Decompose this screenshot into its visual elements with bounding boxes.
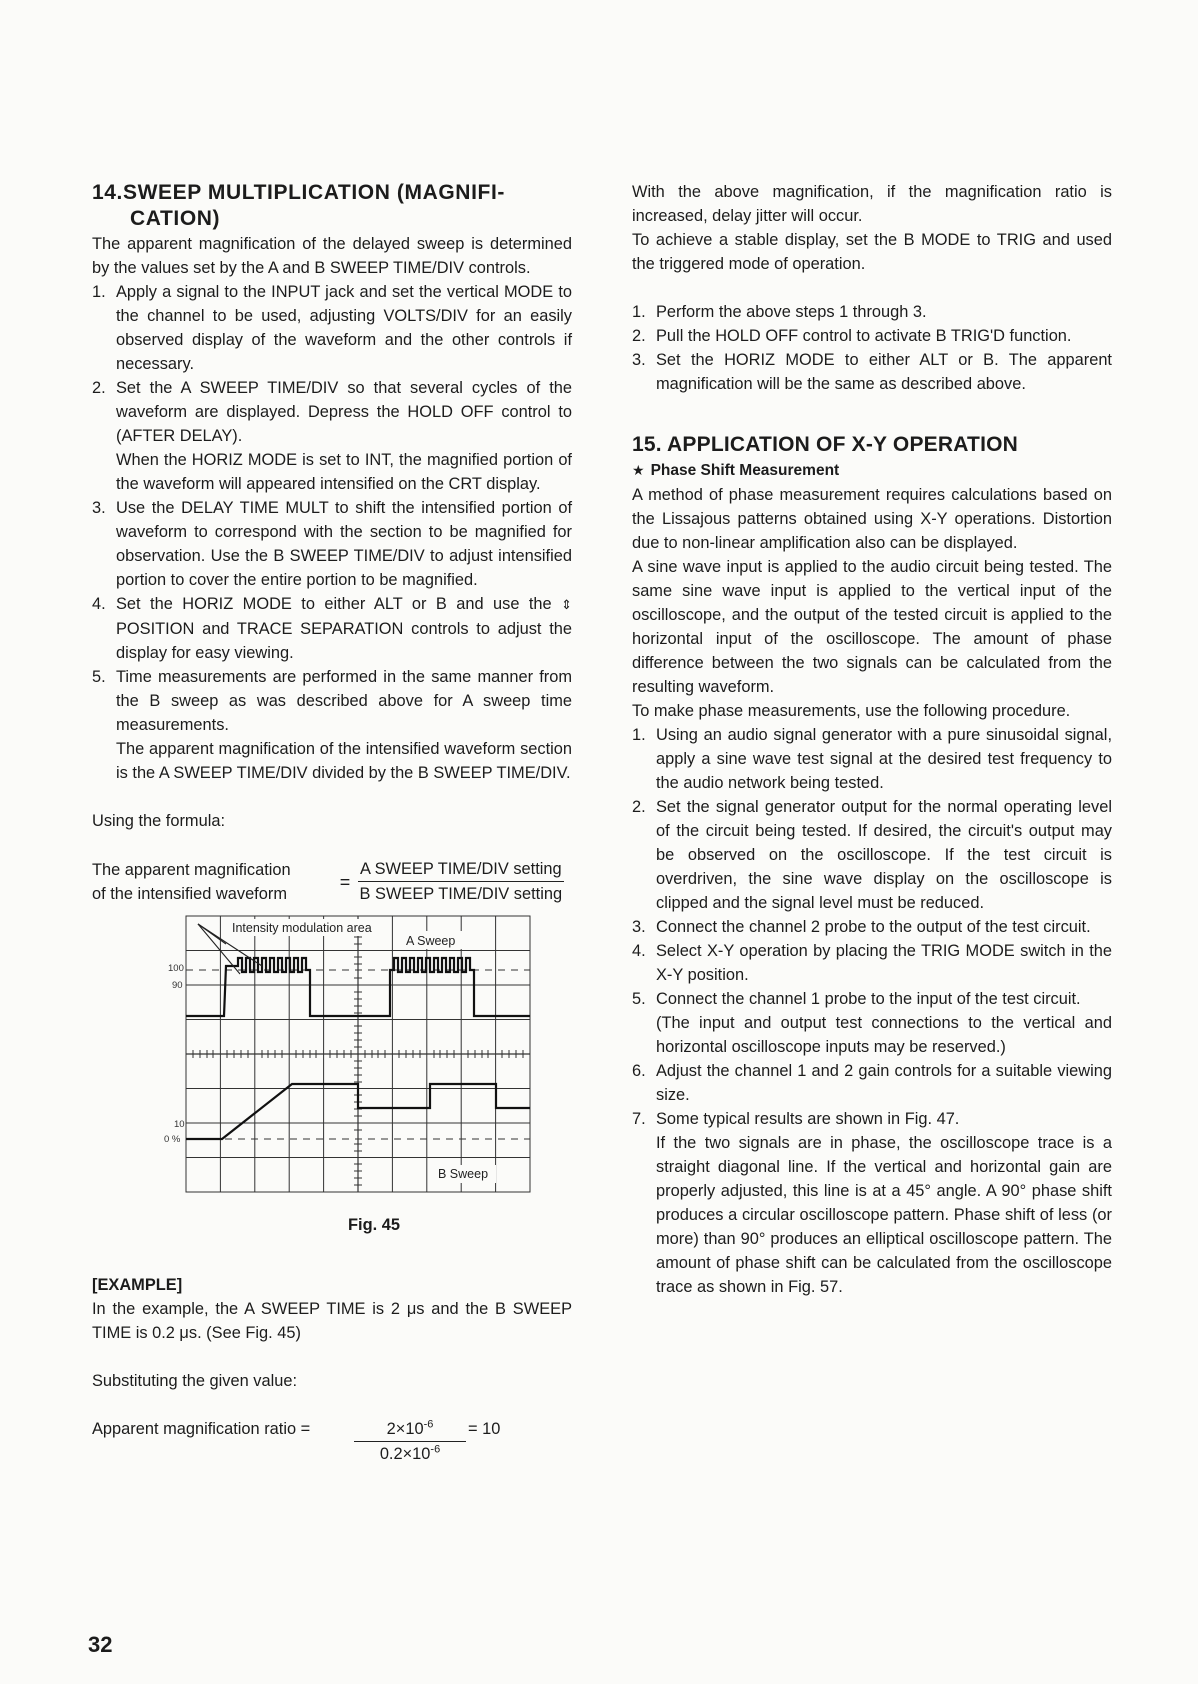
list-item [632,795,1112,915]
formula-lhs [92,858,332,906]
step-text: Apply a signal to the INPUT jack and set the vertical MODE to the channel to be used, adjusting VOLTS/DIV for an easily observed display of the waveform and the other controls if necessary. [116,283,572,373]
step-number: 5. [92,668,106,686]
up-down-arrow-icon: ⇕ [561,597,572,612]
list-item [632,915,1112,939]
calc-denominator [380,1442,440,1466]
magnification-formula [92,857,572,906]
step-subtext: The apparent magnification of the intensified waveform section is the A SWEEP TIME/DIV divided by the B SWEEP TIME/DIV. [116,740,572,782]
calc-fraction [354,1417,466,1466]
phase-steps [632,723,1112,1299]
step-text: Set the HORIZ MODE to either ALT or B and use the [116,595,552,613]
calc-denominator-exponent: -6 [430,1443,441,1456]
step-text: Connect the channel 2 probe to the output of the test circuit. [656,918,1091,936]
right-column [632,180,1112,1299]
list-item [632,300,1112,324]
sine-wave-paragraph: A sine wave input is applied to the audio circuit being tested. The same sine wave input is applied to the vertical input of the oscilloscope, and the output of the tested circuit is applied to the horizontal input of the oscilloscope. The amount of phase difference between the two signals can be calculated from the resulting waveform. [632,558,1112,696]
step-number: 1. [92,283,106,301]
calc-label: Apparent magnification ratio = [92,1420,311,1438]
section-14-intro: The apparent magnification of the delayed sweep is determined by the values set by the A and B SWEEP TIME/DIV controls. [92,235,572,277]
step-number: 3. [92,499,106,517]
step-text: Connect the channel 1 probe to the input of the test circuit. [656,990,1081,1008]
step-number: 7. [632,1110,646,1128]
phase-shift-subheading-text: Phase Shift Measurement [650,462,840,479]
list-item [632,324,1112,348]
figure-45-caption: Fig. 45 [348,1216,400,1234]
calc-numerator-exponent: -6 [423,1418,434,1431]
step-subtext: If the two signals are in phase, the oscilloscope trace is a straight diagonal line. If the vertical and horizontal gain are properly adjusted, this line is at a 45° angle. A 90° phase shift produces a circular oscilloscope pattern. Phase shift of less (or more) than 90° produces an elliptical oscilloscope pattern. The amount of phase shift can be calculated from the oscilloscope trace as shown in Fig. 57. [656,1134,1112,1296]
list-item [632,1059,1112,1107]
step-text: Select X-Y operation by placing the TRIG MODE switch in the X-Y position. [656,942,1112,984]
step-number: 6. [632,1062,646,1080]
stable-display-paragraph: To achieve a stable display, set the B MODE to TRIG and used the triggered mode of operation. [632,231,1112,273]
step-text: Adjust the channel 1 and 2 gain controls for a suitable viewing size. [656,1062,1112,1104]
formula-lhs-line2: of the intensified waveform [92,884,287,903]
level-0-label: 0 % [164,1134,181,1145]
example-title: [EXAMPLE] [92,1276,183,1294]
list-item [632,723,1112,795]
step-text: Set the signal generator output for the normal operating level of the circuit being tested. If desired, the circuit's output may be observed on the oscilloscope. If the test circuit is overdriven, the sine wave display on the oscilloscope is clipped and the signal level must be reduced. [656,798,1112,912]
section-14-heading [92,180,572,232]
star-icon: ★ [632,462,645,478]
step-text: Using an audio signal generator with a pure sinusoidal signal, apply a sine wave test signal at the desired test frequency to the audio network being tested. [656,726,1112,792]
step-text: Time measurements are performed in the same manner from the B sweep as was described above for A sweep time measurements. [116,668,572,734]
level-90-label: 90 [172,980,183,991]
phase-shift-subheading [632,458,1112,483]
section-14-heading-line2: CATION) [130,207,221,230]
figure-45 [144,914,534,1237]
page-number: 32 [88,1632,113,1657]
procedure-intro: To make phase measurements, use the following procedure. [632,702,1071,720]
example-text: In the example, the A SWEEP TIME is 2 μs and the B SWEEP TIME is 0.2 μs. (See Fig. 45) [92,1300,572,1342]
list-item [632,1107,1112,1299]
section-14-steps [92,280,572,785]
a-sweep-label: A Sweep [406,934,456,948]
step-number: 4. [92,595,106,613]
formula-equals: = [339,871,351,892]
step-text: Perform the above steps 1 through 3. [656,303,927,321]
magnification-calculation [92,1417,572,1466]
calc-denominator-base: 0.2×10 [379,1445,431,1463]
step-number: 4. [632,942,646,960]
step-subtext: When the HORIZ MODE is set to INT, the magnified portion of the waveform will appeared intensified on the CRT display. [116,451,572,493]
step-number: 2. [632,798,646,816]
list-item [92,496,572,592]
using-formula-text: Using the formula: [92,812,226,830]
section-14-heading-line1: 14.SWEEP MULTIPLICATION (MAGNIFI- [92,181,505,204]
formula-fraction [358,857,564,906]
step-text: Use the DELAY TIME MULT to shift the intensified portion of waveform to correspond with the section to be magnified for observation. Use the B SWEEP TIME/DIV to adjust intensified portion to cover the entire portion to be magnified. [116,499,572,589]
calc-numerator [354,1417,466,1442]
list-item [632,348,1112,396]
list-item [92,665,572,785]
calc-numerator-base: 2×10 [386,1420,424,1438]
formula-lhs-line1: The apparent magnification [92,860,291,879]
formula-numerator: A SWEEP TIME/DIV setting [358,857,564,882]
list-item [92,280,572,376]
step-number: 3. [632,351,646,369]
step-text: Set the A SWEEP TIME/DIV so that several cycles of the waveform are displayed. Depress the HOLD OFF control to (AFTER DELAY). [116,379,572,445]
intensity-modulation-label: Intensity modulation area [232,921,372,935]
list-item [92,376,572,496]
step-subtext: (The input and output test connections to the vertical and horizontal oscilloscope inputs may be reserved.) [656,1014,1112,1056]
sweep-waveform-diagram [144,914,534,1204]
step-number: 3. [632,918,646,936]
b-sweep-label: B Sweep [438,1167,489,1181]
jitter-paragraph: With the above magnification, if the magnification ratio is increased, delay jitter will occur. [632,183,1112,225]
step-text: Some typical results are shown in Fig. 47. [656,1110,960,1128]
step-text: POSITION and TRACE SEPARATION controls to adjust the display for easy viewing. [116,620,572,662]
step-number: 2. [632,327,646,345]
step-text: Set the HORIZ MODE to either ALT or B. The apparent magnification will be the same as described above. [656,351,1112,393]
list-item [632,987,1112,1059]
step-number: 1. [632,303,646,321]
list-item [92,592,572,665]
step-number: 2. [92,379,106,397]
left-column [92,180,572,1466]
section-15-heading: 15. APPLICATION OF X-Y OPERATION [632,433,1018,456]
step-text: Pull the HOLD OFF control to activate B TRIG'D function. [656,327,1072,345]
trig-steps [632,300,1112,396]
level-10-label: 10 [174,1119,185,1130]
step-number: 5. [632,990,646,1008]
list-item [632,939,1112,987]
substituting-text: Substituting the given value: [92,1372,298,1390]
lissajous-paragraph: A method of phase measurement requires calculations based on the Lissajous patterns obtained using X-Y operations. Distortion due to non-linear amplification also can be displayed. [632,486,1112,552]
calc-result: = 10 [468,1420,501,1438]
step-number: 1. [632,726,646,744]
formula-denominator: B SWEEP TIME/DIV setting [359,885,563,903]
level-100-label: 100 [168,963,184,974]
